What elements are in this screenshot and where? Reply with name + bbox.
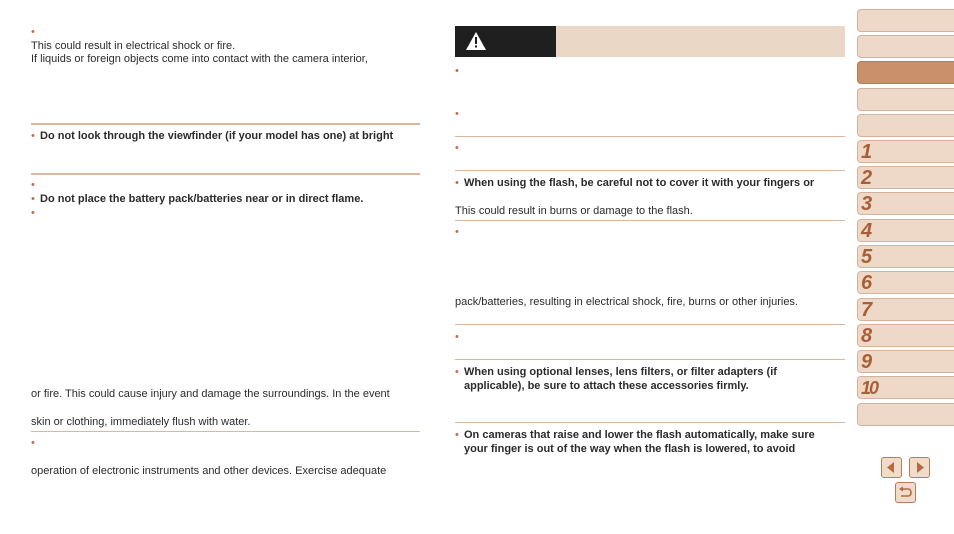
bullet: • xyxy=(455,366,459,378)
prev-page-button[interactable] xyxy=(881,457,902,478)
tab-current[interactable] xyxy=(857,61,954,84)
bullet: • xyxy=(31,26,35,38)
divider xyxy=(31,431,420,432)
warning-label xyxy=(455,26,556,57)
bullet: • xyxy=(31,193,35,205)
bullet: • xyxy=(455,177,459,189)
warning-heading: On cameras that raise and lower the flash automatically, make sure xyxy=(464,429,815,441)
body-text: operation of electronic instruments and other devices. Exercise adequate xyxy=(31,465,387,477)
divider xyxy=(455,324,845,325)
warning-heading: applicable), be sure to attach these accessories firmly. xyxy=(464,380,749,392)
tab-chapter-7[interactable] xyxy=(857,298,954,321)
tab-chapter-9[interactable] xyxy=(857,350,954,373)
tab-cover[interactable] xyxy=(857,9,954,32)
bullet: • xyxy=(455,331,459,343)
tab-label: 5 xyxy=(861,246,873,268)
tab-chapter-6[interactable] xyxy=(857,271,954,294)
body-text: If liquids or foreign objects come into contact with the camera interior, xyxy=(31,53,368,65)
body-text: or fire. This could cause injury and damage the surroundings. In the event xyxy=(31,388,390,400)
divider xyxy=(455,359,845,360)
bullet: • xyxy=(455,429,459,441)
tab-chapter-2[interactable] xyxy=(857,166,954,189)
prev-page-icon xyxy=(882,458,901,477)
body-text: pack/batteries, resulting in electrical shock, fire, burns or other injuries. xyxy=(455,296,798,308)
tab-contents[interactable] xyxy=(857,35,954,58)
divider xyxy=(31,123,420,125)
bullet: • xyxy=(31,437,35,449)
divider xyxy=(455,422,845,423)
tab-chapter-8[interactable] xyxy=(857,324,954,347)
warning-heading: When using the flash, be careful not to cover it with your fingers or xyxy=(464,177,815,189)
tab-chapter-5[interactable] xyxy=(857,245,954,268)
tab-advanced[interactable] xyxy=(857,114,954,137)
tab-chapter-3[interactable] xyxy=(857,192,954,215)
bullet: • xyxy=(455,65,459,77)
tab-index[interactable] xyxy=(857,403,954,426)
warning-header-bar xyxy=(556,26,845,57)
bullet: • xyxy=(31,130,35,142)
body-text: This could result in burns or damage to the flash. xyxy=(455,205,693,217)
warning-heading: your finger is out of the way when the flash is lowered, to avoid xyxy=(464,443,796,455)
bullet: • xyxy=(31,179,35,191)
tab-label: 2 xyxy=(861,167,873,189)
tab-label: 3 xyxy=(861,193,873,215)
divider xyxy=(455,170,845,171)
tab-chapter-1[interactable] xyxy=(857,140,954,163)
next-page-icon xyxy=(910,458,929,477)
bullet: • xyxy=(31,207,35,219)
warning-heading: Do not place the battery pack/batteries near or in direct flame. xyxy=(40,193,364,205)
bullet: • xyxy=(455,226,459,238)
bullet: • xyxy=(455,108,459,120)
tab-chapter-10[interactable] xyxy=(857,376,954,399)
tab-label: 7 xyxy=(861,299,873,321)
divider xyxy=(31,173,420,175)
tab-label: 4 xyxy=(861,220,873,242)
tab-chapter-4[interactable] xyxy=(857,219,954,242)
tab-label: 1 xyxy=(861,141,873,163)
return-button[interactable] xyxy=(895,482,916,503)
tab-basic[interactable] xyxy=(857,88,954,111)
divider xyxy=(455,220,845,221)
tab-label: 10 xyxy=(861,378,878,398)
body-text: This could result in electrical shock or fire. xyxy=(31,40,236,52)
tab-label: 8 xyxy=(861,325,873,347)
next-page-button[interactable] xyxy=(909,457,930,478)
return-icon xyxy=(896,483,915,502)
body-text: skin or clothing, immediately flush with water. xyxy=(31,416,251,428)
bullet: • xyxy=(455,142,459,154)
warning-icon xyxy=(455,26,556,57)
tab-label: 9 xyxy=(861,351,873,373)
warning-heading: Do not look through the viewfinder (if your model has one) at bright xyxy=(40,130,394,142)
tab-label: 6 xyxy=(861,272,873,294)
warning-heading: When using optional lenses, lens filters, or filter adapters (if xyxy=(464,366,777,378)
divider xyxy=(455,136,845,137)
